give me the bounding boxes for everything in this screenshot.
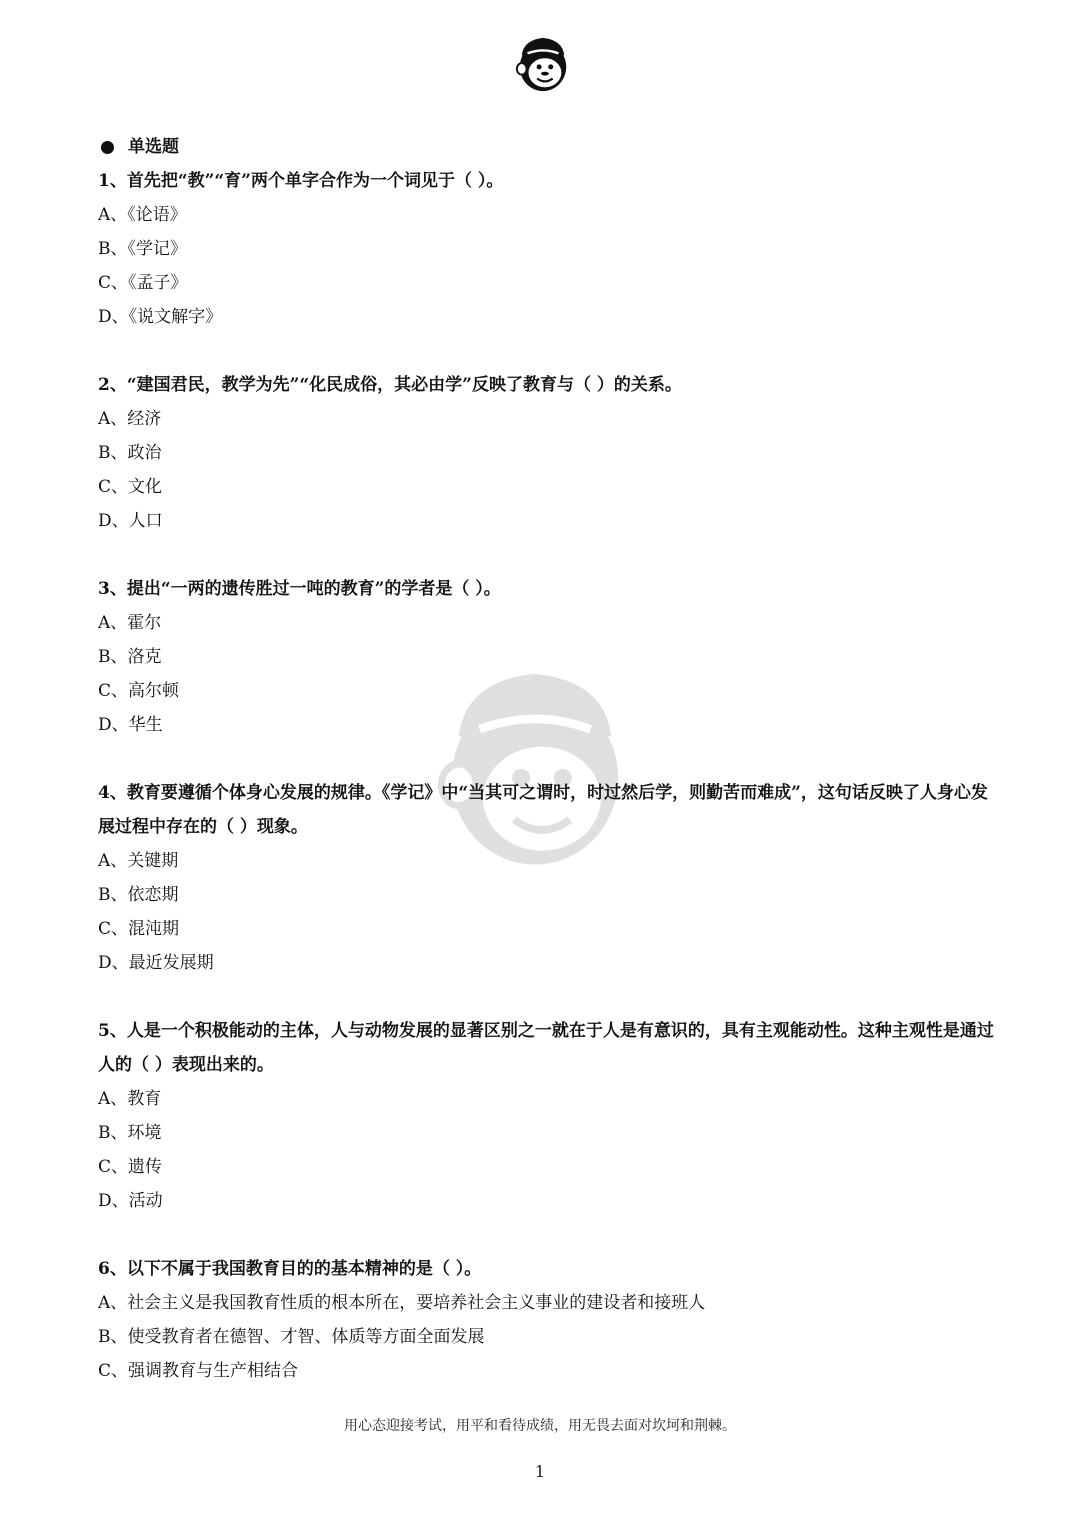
question-text: 2、“建国君民，教学为先”“化民成俗，其必由学”反映了教育与（ ）的关系。	[98, 375, 682, 395]
option-d: D、《说文解字》	[98, 307, 223, 327]
option-b: B、政治	[98, 443, 162, 463]
question-1	[98, 164, 998, 334]
option-a: A、《论语》	[98, 205, 187, 225]
option-c: C、强调教育与生产相结合	[98, 1361, 299, 1381]
question-text: 5、人是一个积极能动的主体，人与动物发展的显著区别之一就在于人是有意识的，具有主观能动性。这种主观性是通过人的（ ）表现出来的。	[98, 1021, 994, 1075]
option-a: A、教育	[98, 1089, 162, 1109]
question-text: 3、提出“一两的遗传胜过一吨的教育”的学者是（ ）。	[98, 579, 501, 599]
option-d: D、华生	[98, 715, 163, 735]
option-b: B、环境	[98, 1123, 162, 1143]
option-c: C、文化	[98, 477, 163, 497]
question-list	[98, 130, 998, 1388]
option-c: C、高尔顿	[98, 681, 180, 701]
question-5	[98, 1014, 998, 1218]
option-a: A、关键期	[98, 851, 179, 871]
option-d: D、人口	[98, 511, 163, 531]
question-text: 6、以下不属于我国教育目的的基本精神的是（ ）。	[98, 1259, 482, 1279]
option-b: B、洛克	[98, 647, 162, 667]
option-b: B、《学记》	[98, 239, 187, 259]
section-title: 单选题	[128, 137, 179, 157]
question-4	[98, 776, 998, 980]
question-text: 1、首先把“教”“育”两个单字合作为一个词见于（ ）。	[98, 171, 504, 191]
option-a: A、霍尔	[98, 613, 162, 633]
section-heading	[98, 130, 998, 164]
option-a: A、社会主义是我国教育性质的根本所在，要培养社会主义事业的建设者和接班人	[98, 1293, 706, 1313]
option-c: C、混沌期	[98, 919, 180, 939]
bullet-icon	[101, 141, 114, 154]
question-text: 4、教育要遵循个体身心发展的规律。《学记》中“当其可之谓时，时过然后学，则勤苦而难成”，这句话反映了人身心发展过程中存在的（ ）现象。	[98, 783, 988, 837]
question-2	[98, 368, 998, 538]
question-6	[98, 1252, 998, 1388]
option-d: D、活动	[98, 1191, 163, 1211]
option-c: C、遗传	[98, 1157, 163, 1177]
footer-motto: 用心态迎接考试，用平和看待成绩，用无畏去面对坎坷和荆棘。	[344, 1418, 736, 1434]
option-d: D、最近发展期	[98, 953, 214, 973]
option-a: A、经济	[98, 409, 162, 429]
option-b: B、使受教育者在德智、才智、体质等方面全面发展	[98, 1327, 485, 1347]
option-b: B、依恋期	[98, 885, 179, 905]
monkey-logo-icon	[514, 34, 572, 94]
option-c: C、《孟子》	[98, 273, 188, 293]
page-number: 1	[534, 1462, 546, 1481]
question-3	[98, 572, 998, 742]
